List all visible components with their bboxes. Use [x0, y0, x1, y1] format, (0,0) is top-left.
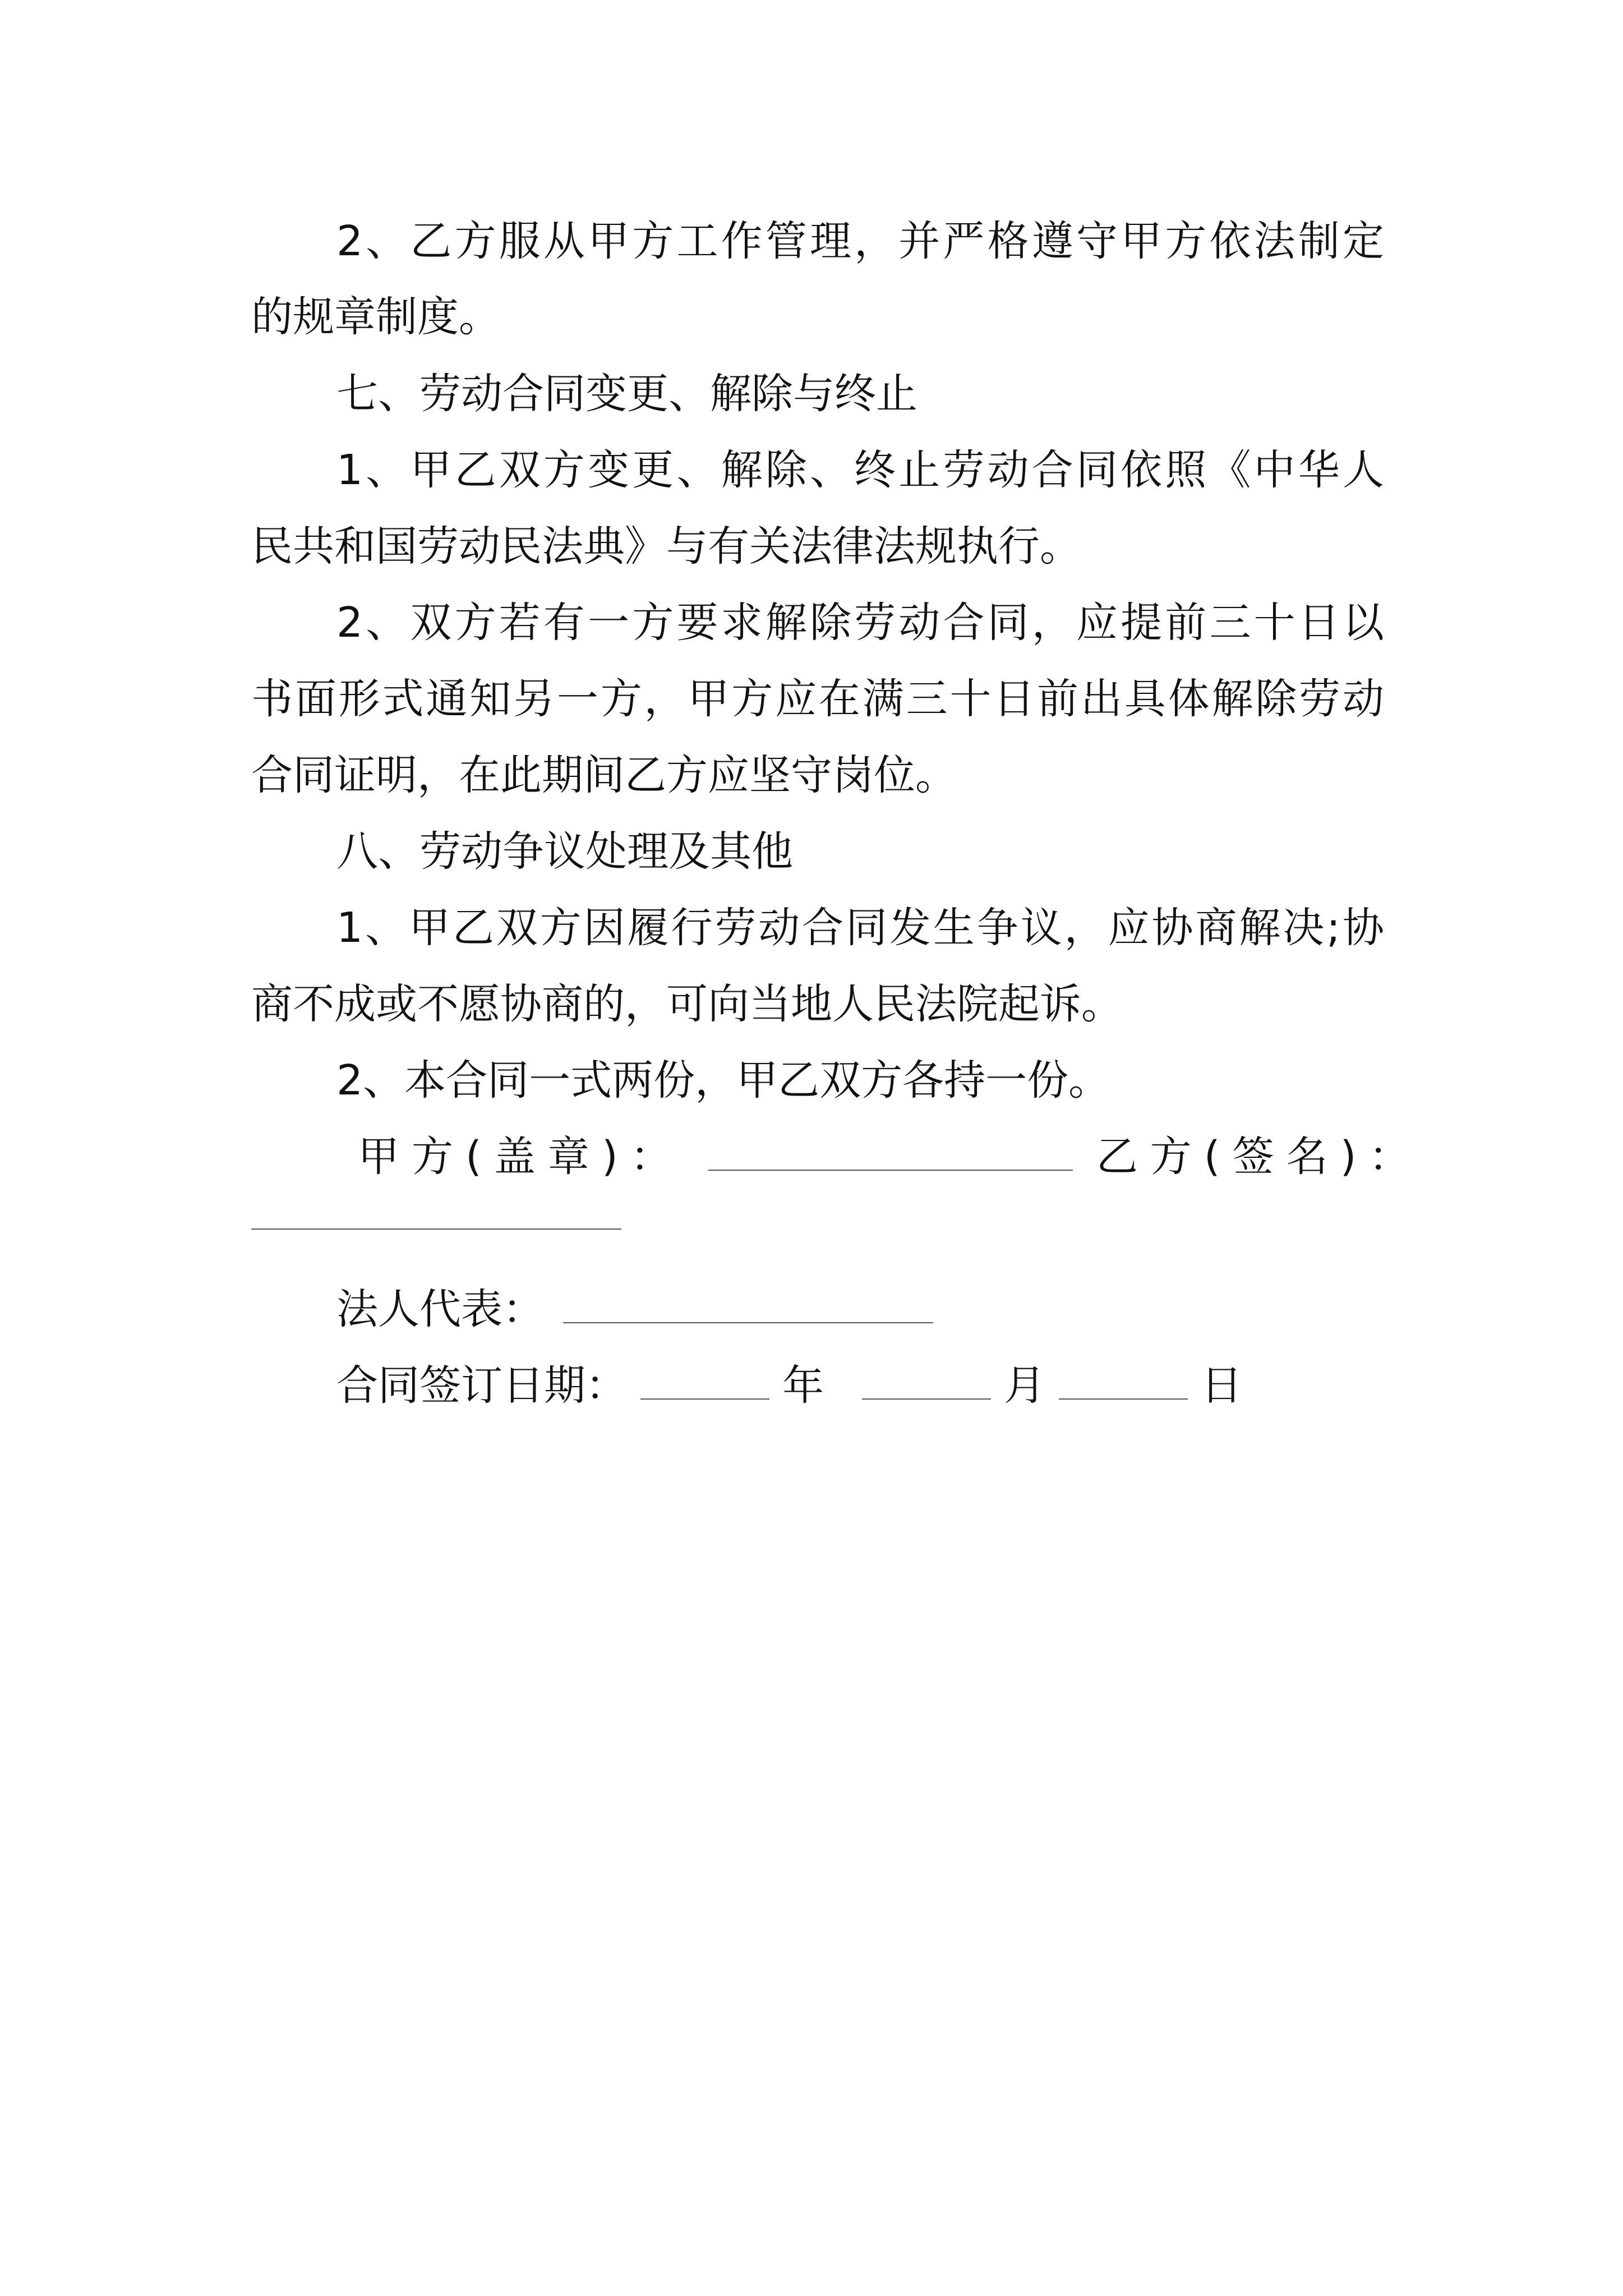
- legal-rep-label: 法人代表：: [336, 1285, 544, 1333]
- paragraph-line: 合同证明，在此期间乙方应坚守岗位。: [251, 751, 957, 799]
- day-label: 日: [1201, 1361, 1243, 1410]
- section-heading: 七、劳动合同变更、解除与终止: [336, 370, 917, 418]
- paragraph-line: 书面形式通知另一方，甲方应在满三十日前出具体解除劳动: [251, 675, 1384, 723]
- paragraph-line: 1、甲乙双方因履行劳动合同发生争议，应协商解决;协: [336, 904, 1384, 952]
- paragraph-line: 2、双方若有一方要求解除劳动合同，应提前三十日以: [336, 599, 1384, 647]
- month-field[interactable]: [862, 1363, 991, 1400]
- paragraph-line: 2、乙方服从甲方工作管理，并严格遵守甲方依法制定: [336, 217, 1384, 265]
- party-b-label: 乙方(签名)：: [1096, 1133, 1423, 1181]
- legal-rep-field[interactable]: [563, 1286, 933, 1323]
- paragraph-line: 2、本合同一式两份，甲乙双方各持一份。: [336, 1056, 1110, 1105]
- legal-rep-row: [336, 1281, 933, 1337]
- year-label: 年: [782, 1361, 824, 1410]
- paragraph-line: 商不成或不愿协商的，可向当地人民法院起诉。: [251, 980, 1123, 1028]
- sign-date-row: [336, 1358, 1242, 1414]
- paragraph-line: 的规章制度。: [251, 293, 500, 341]
- month-label: 月: [1004, 1361, 1046, 1410]
- party-a-seal-field[interactable]: [708, 1134, 1073, 1171]
- day-field[interactable]: [1059, 1363, 1188, 1400]
- paragraph-line: 民共和国劳动民法典》与有关法律法规执行。: [251, 522, 1081, 570]
- sign-date-label: 合同签订日期：: [336, 1361, 627, 1410]
- party-a-signature-row: [358, 1129, 1423, 1185]
- party-a-label: 甲方(盖章)：: [358, 1133, 684, 1181]
- party-b-signature-field[interactable]: [251, 1228, 621, 1230]
- paragraph-line: 1、甲乙双方变更、解除、终止劳动合同依照《中华人: [336, 446, 1384, 494]
- year-field[interactable]: [640, 1363, 769, 1400]
- section-heading: 八、劳动争议处理及其他: [336, 827, 793, 876]
